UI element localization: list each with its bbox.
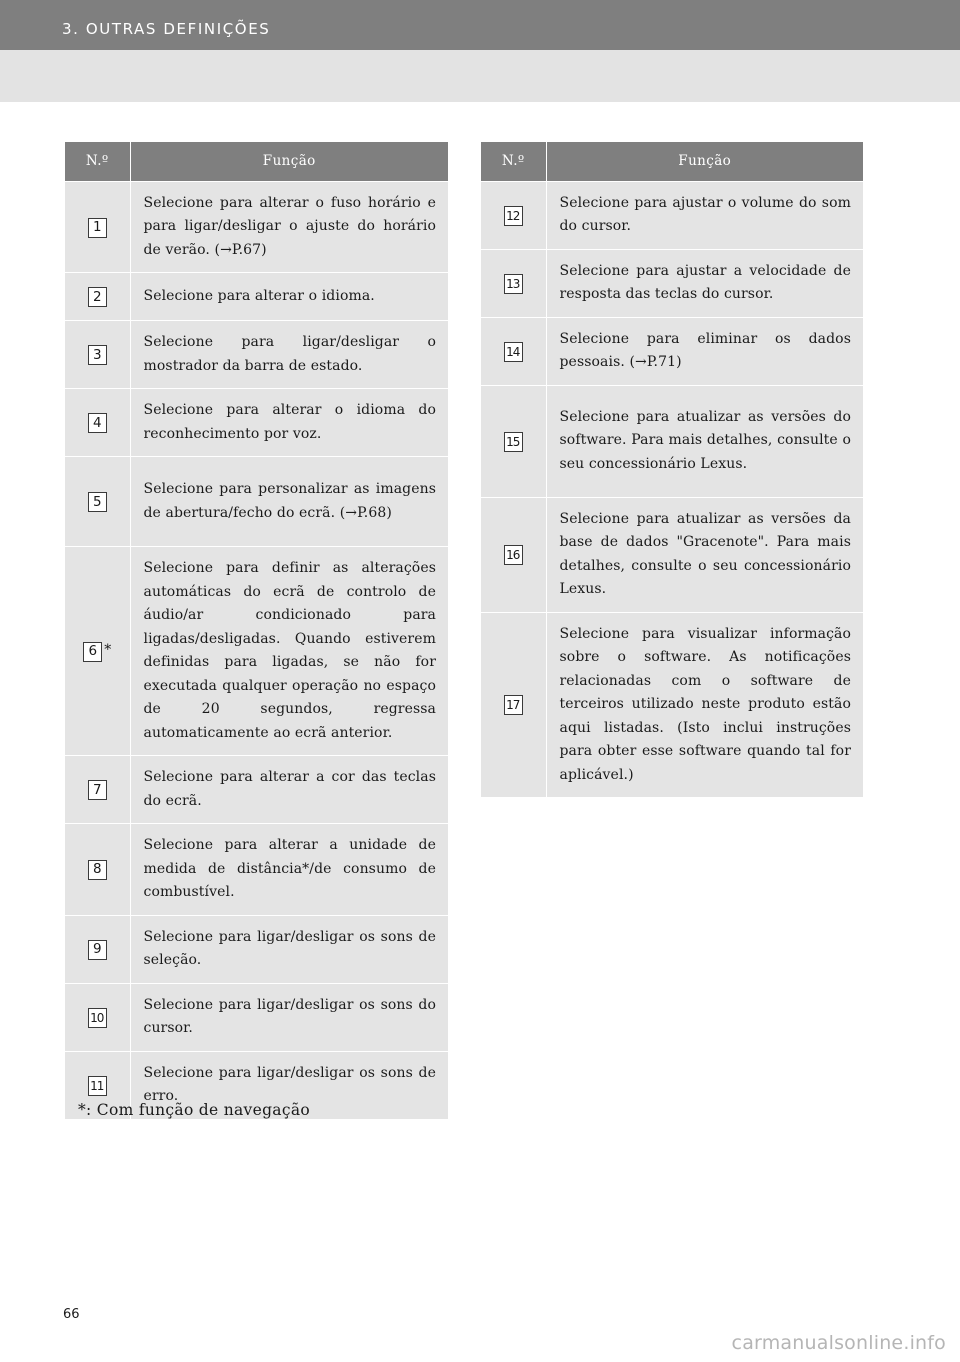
function-description: Selecione para alterar a unidade de medida de distância*/de consumo de combustível. <box>130 824 448 916</box>
table-row <box>481 249 863 317</box>
item-number <box>88 287 107 307</box>
function-description: Selecione para alterar o fuso horário e para ligar/desligar o ajuste do horário de verão. (→P.67) <box>130 181 448 273</box>
number-box: 1 <box>88 218 107 238</box>
table-row <box>65 273 448 321</box>
item-number <box>504 342 523 362</box>
item-number <box>504 545 523 565</box>
number-box: 17 <box>504 695 523 715</box>
row-number-cell <box>481 181 546 249</box>
function-description: Selecione para ligar/desligar o mostrador da barra de estado. <box>130 321 448 389</box>
number-box: 6 <box>83 642 102 662</box>
row-number-cell <box>65 824 130 916</box>
function-description: Selecione para ajustar a velocidade de resposta das teclas do cursor. <box>546 249 863 317</box>
row-number-cell <box>481 249 546 317</box>
function-table-left <box>65 142 448 1119</box>
row-number-cell <box>481 385 546 497</box>
number-box: 11 <box>88 1076 107 1096</box>
table-row <box>481 612 863 797</box>
number-box: 13 <box>504 274 523 294</box>
column-header-function: Função <box>130 142 448 181</box>
footnote: *: Com função de navegação <box>78 1101 310 1119</box>
row-number-cell <box>65 756 130 824</box>
function-description: Selecione para definir as alterações automáticas do ecrã de controlo de áudio/ar condicionado para ligadas/desligadas. Quando estiverem definidas para ligadas, se não for executada qualquer operação no espaço de 20 segundos, regressa automaticamente ao ecrã anterior. <box>130 547 448 756</box>
watermark: carmanualsonline.info <box>731 1332 946 1354</box>
column-header-number: N.º <box>481 142 546 181</box>
number-box: 9 <box>88 940 107 960</box>
table-row <box>65 389 448 457</box>
number-box: 2 <box>88 287 107 307</box>
number-box: 4 <box>88 413 107 433</box>
function-description: Selecione para alterar a cor das teclas do ecrã. <box>130 756 448 824</box>
table-header-row <box>481 142 863 181</box>
function-description: Selecione para alterar o idioma. <box>130 273 448 321</box>
row-number-cell <box>65 457 130 547</box>
number-box: 10 <box>88 1008 107 1028</box>
table-row <box>65 181 448 273</box>
item-number <box>88 780 107 800</box>
function-description: Selecione para atualizar as versões da base de dados "Gracenote". Para mais detalhes, consulte o seu concessionário Lexus. <box>546 497 863 612</box>
function-description: Selecione para ligar/desligar os sons do cursor. <box>130 983 448 1051</box>
item-number <box>504 695 523 715</box>
row-number-cell <box>65 273 130 321</box>
table-row <box>65 457 448 547</box>
function-description: Selecione para ajustar o volume do som do cursor. <box>546 181 863 249</box>
function-description: Selecione para eliminar os dados pessoais. (→P.71) <box>546 317 863 385</box>
item-number <box>88 345 107 365</box>
row-number-cell <box>65 915 130 983</box>
row-number-cell <box>65 321 130 389</box>
item-number <box>88 940 107 960</box>
function-description: Selecione para ligar/desligar os sons de erro. <box>130 1051 448 1119</box>
item-number <box>88 413 107 433</box>
footnote-marker: * <box>104 641 112 658</box>
row-number-cell <box>65 181 130 273</box>
table-row <box>65 824 448 916</box>
number-box: 16 <box>504 545 523 565</box>
item-number <box>83 642 111 662</box>
number-box: 7 <box>88 780 107 800</box>
function-description: Selecione para personalizar as imagens de abertura/fecho do ecrã. (→P.68) <box>130 457 448 547</box>
function-description: Selecione para alterar o idioma do reconhecimento por voz. <box>130 389 448 457</box>
item-number <box>88 492 107 512</box>
page-number: 66 <box>63 1307 80 1322</box>
row-number-cell <box>65 389 130 457</box>
table-row <box>481 181 863 249</box>
item-number <box>504 274 523 294</box>
table-row <box>65 915 448 983</box>
table-row <box>65 321 448 389</box>
table-row <box>65 547 448 756</box>
table-row <box>481 317 863 385</box>
row-number-cell <box>481 317 546 385</box>
item-number <box>88 860 107 880</box>
item-number <box>504 206 523 226</box>
column-header-function: Função <box>546 142 863 181</box>
item-number <box>88 218 107 238</box>
table-row <box>481 385 863 497</box>
table-row <box>65 983 448 1051</box>
function-table-right <box>481 142 863 797</box>
function-description: Selecione para atualizar as versões do software. Para mais detalhes, consulte o seu concessionário Lexus. <box>546 385 863 497</box>
number-box: 5 <box>88 492 107 512</box>
item-number <box>504 432 523 452</box>
function-description: Selecione para ligar/desligar os sons de seleção. <box>130 915 448 983</box>
item-number <box>88 1076 107 1096</box>
number-box: 3 <box>88 345 107 365</box>
page-header-bar <box>0 0 960 50</box>
row-number-cell <box>481 497 546 612</box>
row-number-cell <box>481 612 546 797</box>
row-number-cell <box>65 547 130 756</box>
table-row <box>481 497 863 612</box>
number-box: 15 <box>504 432 523 452</box>
table-row <box>65 756 448 824</box>
number-box: 8 <box>88 860 107 880</box>
section-title: 3. OUTRAS DEFINIÇÕES <box>62 20 271 38</box>
header-band <box>0 50 960 102</box>
item-number <box>88 1008 107 1028</box>
number-box: 12 <box>504 206 523 226</box>
function-description: Selecione para visualizar informação sobre o software. As notificações relacionadas com o software de terceiros utilizado neste produto estão aqui listadas. (Isto inclui instruções para obter esse software quando tal for aplicável.) <box>546 612 863 797</box>
column-header-number: N.º <box>65 142 130 181</box>
table-header-row <box>65 142 448 181</box>
row-number-cell <box>65 983 130 1051</box>
number-box: 14 <box>504 342 523 362</box>
